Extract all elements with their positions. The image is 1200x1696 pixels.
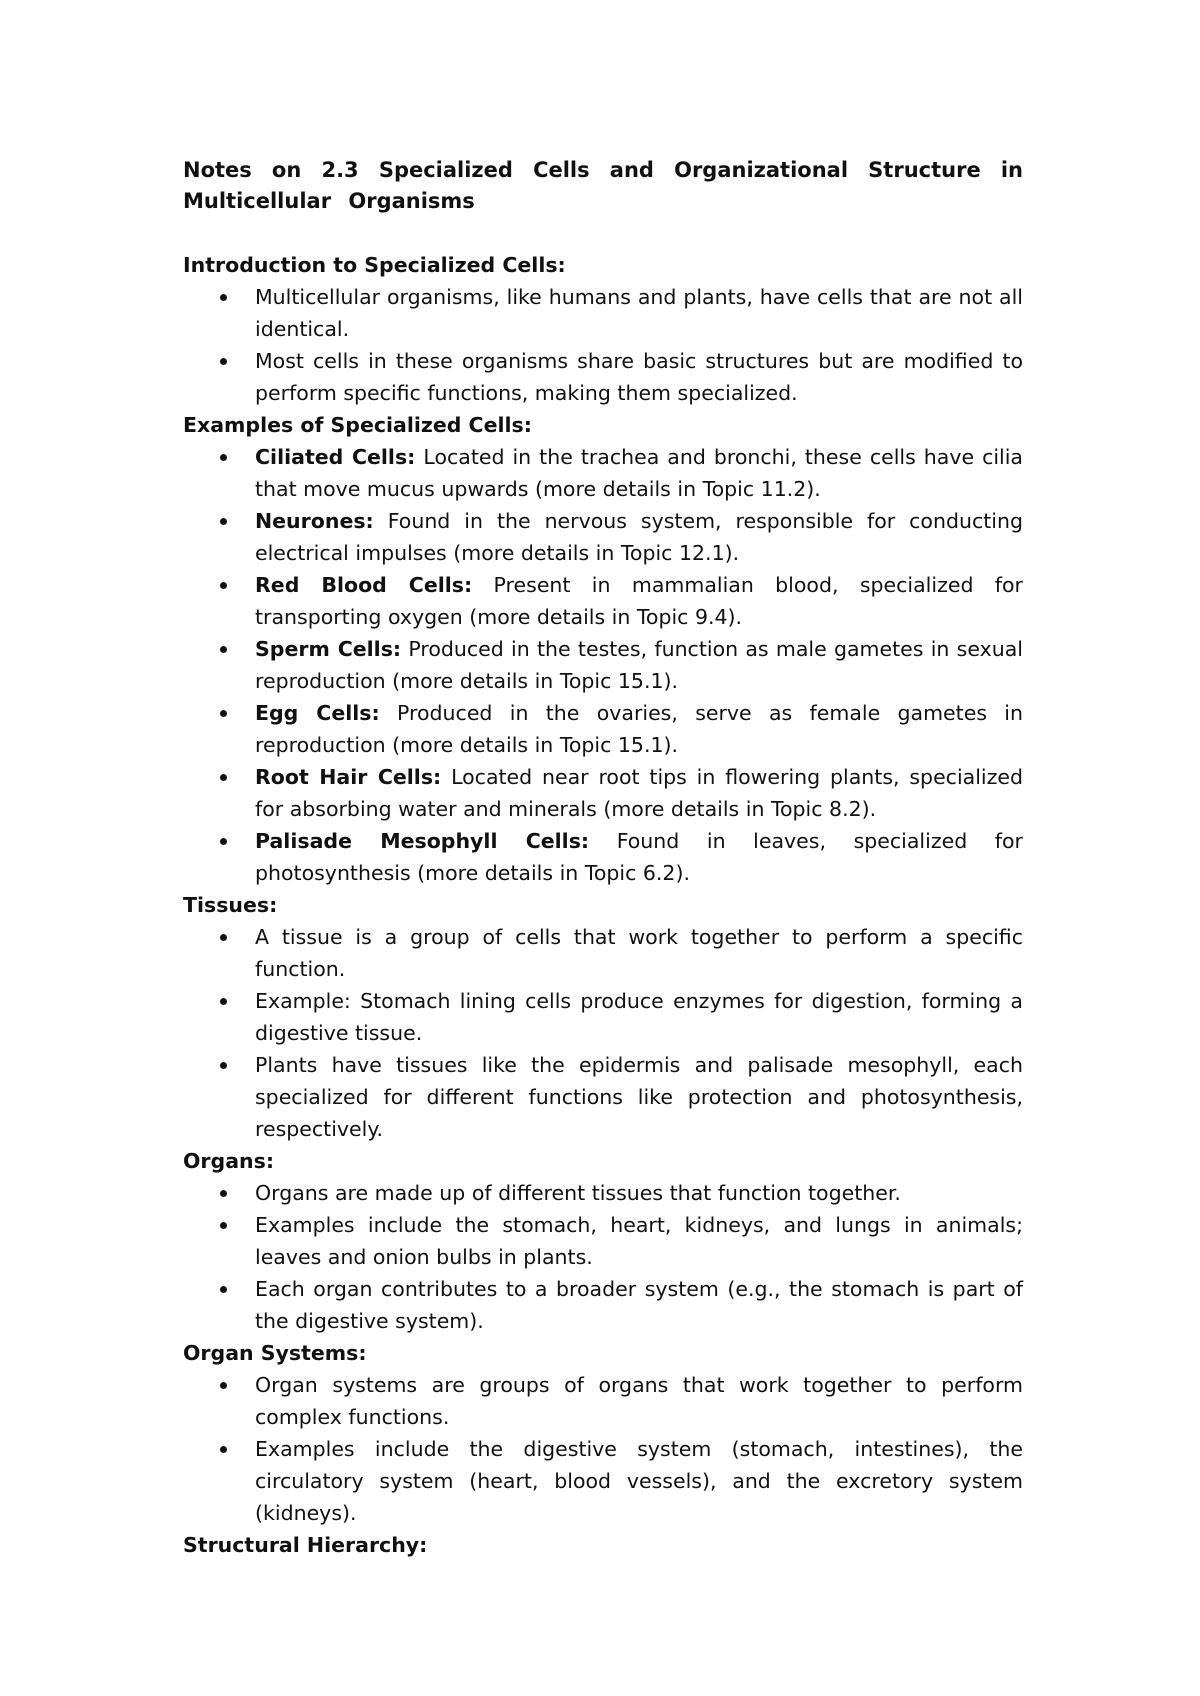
item-text: Examples include the stomach, heart, kidneys, and lungs in animals; leaves and onion bulbs in plants. [255, 1213, 1023, 1269]
item-text: Produced in the testes, function as male gametes in sexual reproduction (more details in Topic 15.1). [255, 637, 1023, 693]
item-text: Organ systems are groups of organs that work together to perform complex functions. [255, 1373, 1023, 1429]
list-item [183, 1209, 1023, 1273]
list-item [183, 985, 1023, 1049]
item-text: Organs are made up of different tissues that function together. [255, 1181, 901, 1205]
list-item [183, 825, 1023, 889]
item-text: Example: Stomach lining cells produce enzymes for digestion, forming a digestive tissue. [255, 989, 1023, 1045]
list-item [183, 505, 1023, 569]
term-label: Egg Cells: [255, 701, 380, 725]
section-heading: Organs: [183, 1149, 275, 1173]
item-text: Plants have tissues like the epidermis and palisade mesophyll, each specialized for different functions like protection and photosynthesis, respectively. [255, 1053, 1023, 1141]
section-heading: Structural Hierarchy: [183, 1533, 428, 1557]
term-label: Neurones: [255, 509, 374, 533]
list-item [183, 1369, 1023, 1433]
sections-container [183, 249, 1023, 1561]
item-text: Found in the nervous system, responsible for conducting electrical impulses (more details in Topic 12.1). [255, 509, 1023, 565]
title-spacer [183, 217, 1023, 249]
term-label: Palisade Mesophyll Cells: [255, 829, 590, 853]
section-heading: Organ Systems: [183, 1341, 367, 1365]
bullet-list [183, 1177, 1023, 1337]
list-item [183, 345, 1023, 409]
item-text: Produced in the ovaries, serve as female gametes in reproduction (more details in Topic 15.1). [255, 701, 1023, 757]
list-item [183, 761, 1023, 825]
list-item [183, 441, 1023, 505]
section-heading: Tissues: [183, 893, 278, 917]
list-item [183, 1273, 1023, 1337]
document-page [183, 155, 1023, 1561]
bullet-list [183, 1369, 1023, 1529]
list-item [183, 1049, 1023, 1145]
term-label: Ciliated Cells: [255, 445, 416, 469]
bullet-list [183, 921, 1023, 1145]
term-label: Red Blood Cells: [255, 573, 473, 597]
item-text: Most cells in these organisms share basic structures but are modified to perform specific functions, making them specialized. [255, 349, 1023, 405]
list-item [183, 697, 1023, 761]
item-text: Multicellular organisms, like humans and plants, have cells that are not all identical. [255, 285, 1023, 341]
item-text: Located near root tips in flowering plants, specialized for absorbing water and minerals (more details in Topic 8.2). [255, 765, 1023, 821]
section-heading: Examples of Specialized Cells: [183, 413, 532, 437]
list-item [183, 1433, 1023, 1529]
item-text: Examples include the digestive system (stomach, intestines), the circulatory system (heart, blood vessels), and the excretory system (kidneys). [255, 1437, 1023, 1525]
item-text: Located in the trachea and bronchi, these cells have cilia that move mucus upwards (more details in Topic 11.2). [255, 445, 1023, 501]
bullet-list [183, 441, 1023, 889]
section-heading: Introduction to Specialized Cells: [183, 253, 566, 277]
term-label: Root Hair Cells: [255, 765, 442, 789]
list-item [183, 281, 1023, 345]
list-item [183, 1177, 1023, 1209]
item-text: A tissue is a group of cells that work together to perform a specific function. [255, 925, 1023, 981]
item-text: Found in leaves, specialized for photosynthesis (more details in Topic 6.2). [255, 829, 1023, 885]
bullet-list [183, 281, 1023, 409]
document-title: Notes on 2.3 Specialized Cells and Organizational Structure in Multicellular Organisms [183, 158, 1023, 213]
item-text: Each organ contributes to a broader system (e.g., the stomach is part of the digestive system). [255, 1277, 1023, 1333]
list-item [183, 921, 1023, 985]
list-item [183, 633, 1023, 697]
term-label: Sperm Cells: [255, 637, 402, 661]
list-item [183, 569, 1023, 633]
item-text: Present in mammalian blood, specialized for transporting oxygen (more details in Topic 9.4). [255, 573, 1023, 629]
